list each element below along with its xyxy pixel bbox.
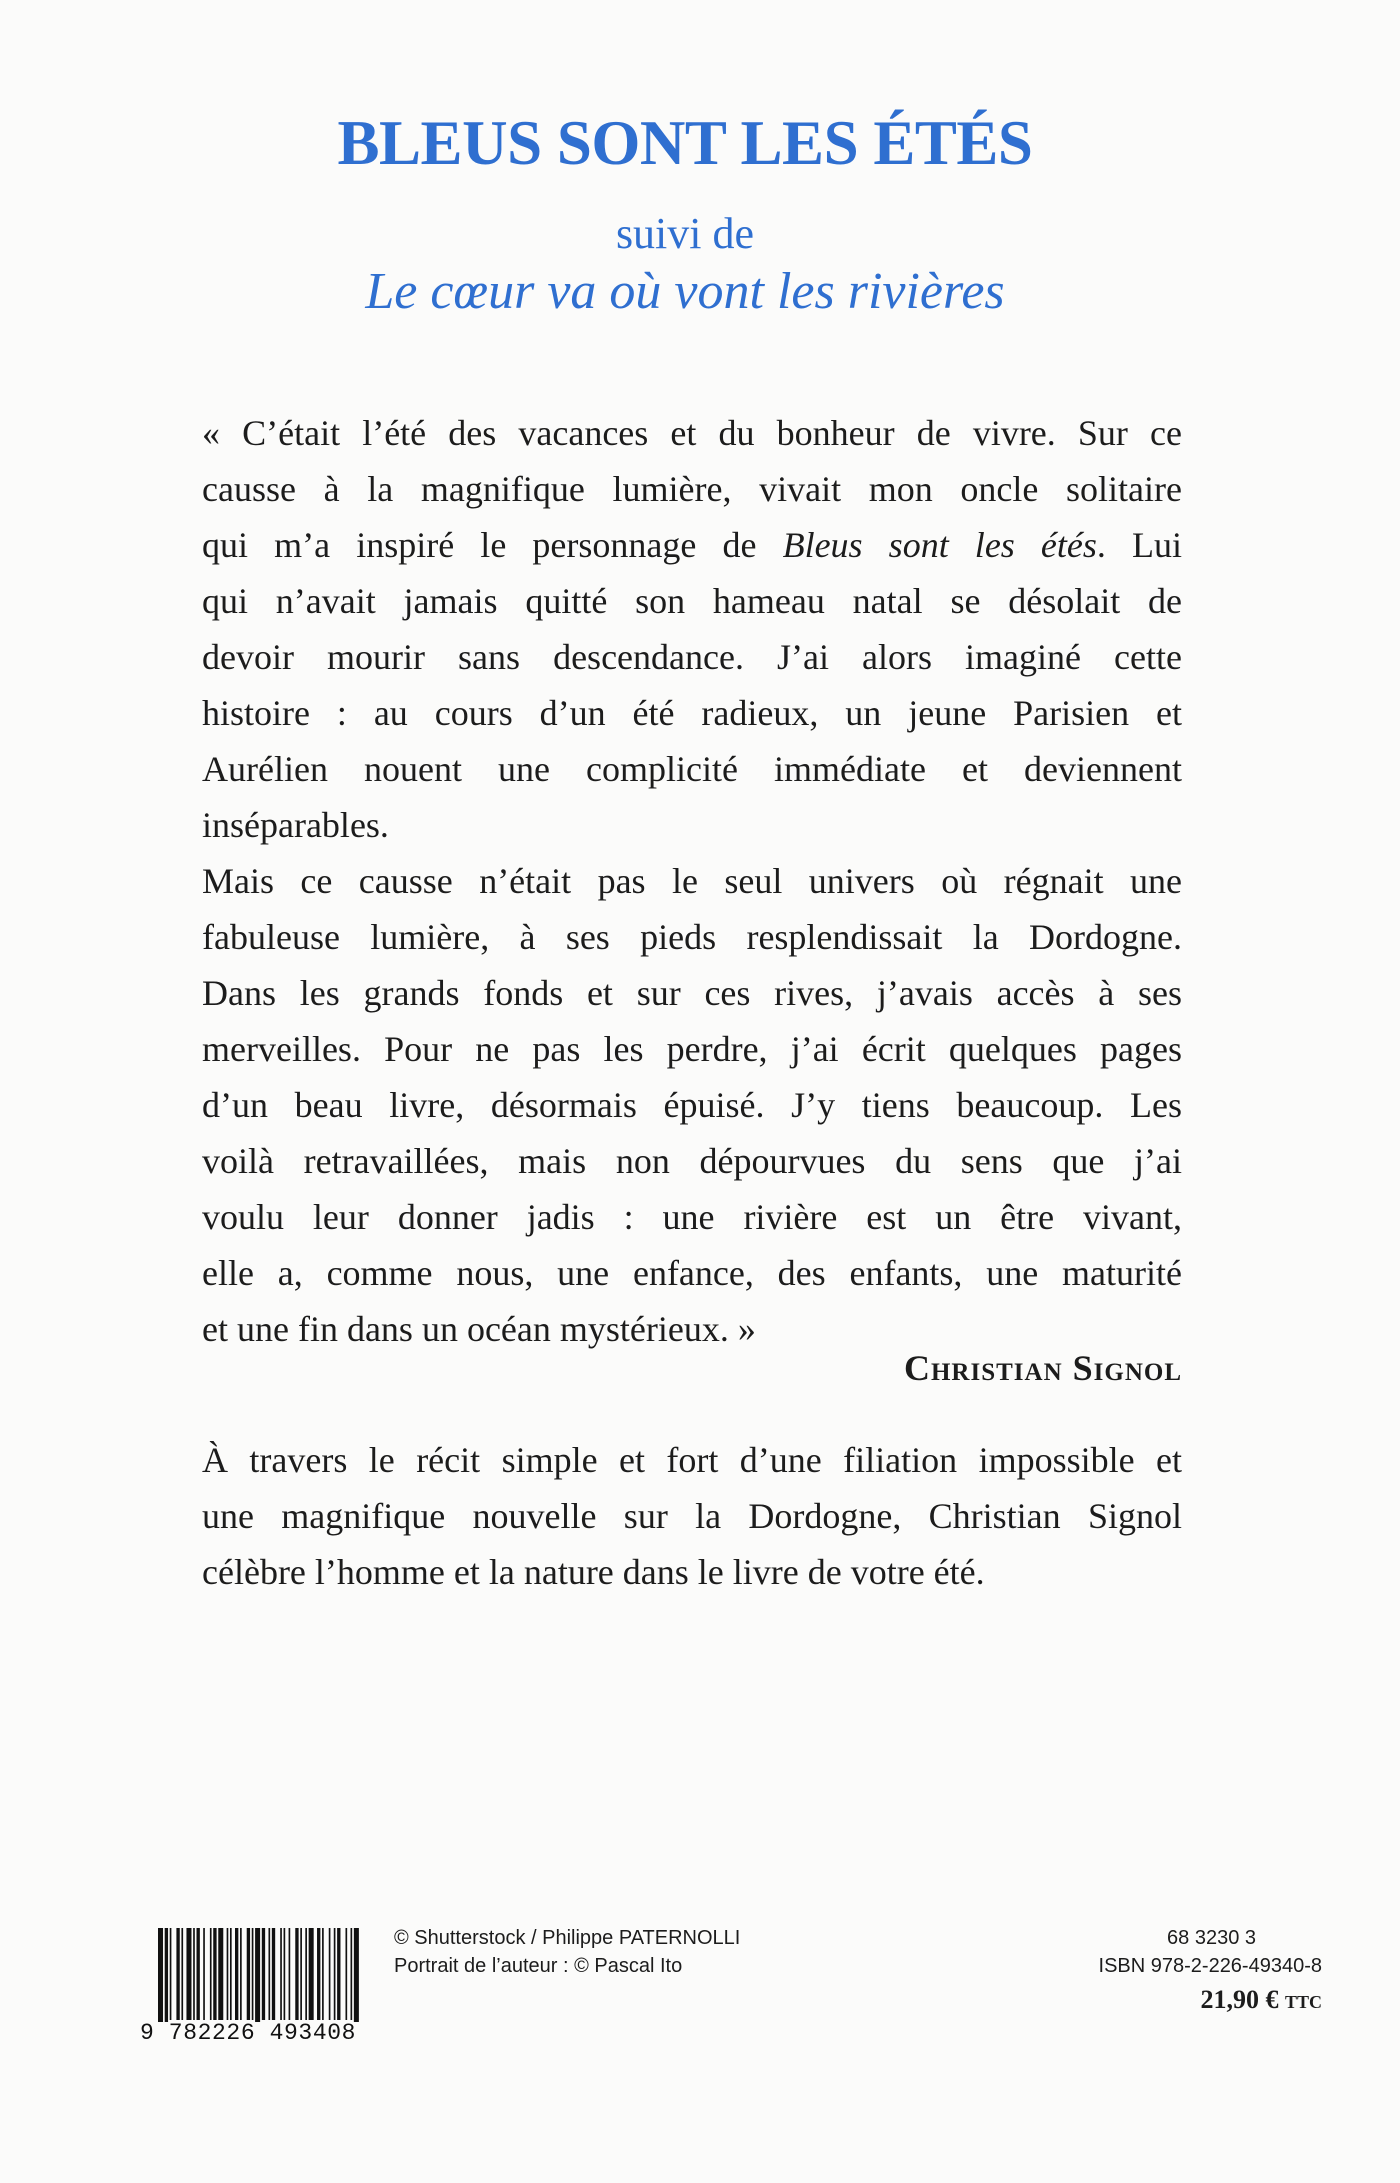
quote-line: histoire : au cours d’un été radieux, un jeune Parisien et bbox=[202, 693, 1182, 733]
barcode-bar bbox=[213, 1928, 216, 2020]
quote-line: elle a, comme nous, une enfance, des enfants, une maturité bbox=[202, 1253, 1182, 1293]
quote-line: Mais ce causse n’était pas le seul univers où régnait une bbox=[202, 861, 1182, 901]
price bbox=[1099, 1986, 1322, 2016]
barcode-bar bbox=[280, 1928, 282, 2020]
barcode-bar bbox=[218, 1928, 223, 2020]
product-code: 68 3230 3 bbox=[1167, 1927, 1256, 1949]
quote-line: devoir mourir sans descendance. J’ai alors imaginé cette bbox=[202, 637, 1182, 677]
quote-line: voilà retravaillées, mais non dépourvues du sens que j’ai bbox=[202, 1141, 1182, 1181]
barcode-bar bbox=[227, 1928, 229, 2020]
barcode-bar bbox=[165, 1928, 168, 2028]
barcode-bar bbox=[329, 1928, 331, 2020]
barcode-bar bbox=[176, 1928, 179, 2020]
barcode-bar bbox=[252, 1928, 254, 2020]
barcode-bar bbox=[295, 1928, 298, 2020]
barcode-bar bbox=[255, 1928, 260, 2028]
blurb-line: À travers le récit simple et fort d’une filiation impossible et bbox=[202, 1440, 1182, 1480]
quote-line: qui n’avait jamais quitté son hameau natal se désolait de bbox=[202, 581, 1182, 621]
barcode-bar bbox=[317, 1928, 320, 2020]
barcode-bar bbox=[268, 1928, 270, 2020]
isbn-number: ISBN 978-2-226-49340-8 bbox=[1098, 1955, 1322, 1977]
quote-inline-title: Bleus sont les étés bbox=[782, 525, 1097, 565]
portrait-credit: Portrait de l’auteur : © Pascal Ito bbox=[394, 1955, 683, 1977]
barcode-bar bbox=[322, 1928, 324, 2020]
isbn-barcode bbox=[140, 1928, 390, 2050]
pricing-block bbox=[1099, 1924, 1322, 2016]
barcode-bar bbox=[230, 1928, 232, 2020]
barcode-bar bbox=[181, 1928, 183, 2020]
suivi-de-label: suivi de bbox=[615, 209, 755, 258]
barcode-bar bbox=[247, 1928, 250, 2020]
barcode-bar bbox=[272, 1928, 275, 2020]
quote-line-start: qui m’a inspiré le personnage de bbox=[202, 525, 783, 565]
quote-line-with-title bbox=[202, 517, 1182, 573]
barcode-bars bbox=[140, 1928, 390, 2028]
quote-line: d’un beau livre, désormais épuisé. J’y tiens beaucoup. Les bbox=[202, 1085, 1182, 1125]
book-title: BLEUS SONT LES ÉTÉS bbox=[337, 108, 1033, 178]
quote-line: voulu leur donner jadis : une rivière est un être vivant, bbox=[202, 1197, 1182, 1237]
barcode-bar bbox=[203, 1928, 205, 2020]
barcode-bar bbox=[186, 1928, 191, 2020]
barcode-bar bbox=[158, 1928, 163, 2028]
barcode-bar bbox=[309, 1928, 314, 2020]
book-blurb bbox=[202, 1432, 1182, 1600]
blurb-line: célèbre l’homme et la nature dans le livre de votre été. bbox=[202, 1552, 985, 1592]
barcode-digits: 9 782226 493408 bbox=[140, 2022, 390, 2045]
author-quote bbox=[202, 405, 1182, 1357]
barcode-bar bbox=[170, 1928, 172, 2020]
barcode-bar bbox=[235, 1928, 238, 2020]
barcode-bar bbox=[354, 1928, 359, 2028]
quote-line: « C’était l’été des vacances et du bonheur de vivre. Sur ce bbox=[202, 413, 1182, 453]
book-subtitle: Le cœur va où vont les rivières bbox=[365, 263, 1005, 320]
quote-line-end: . Lui bbox=[1096, 525, 1183, 565]
quote-line: Dans les grands fonds et sur ces rives, j’avais accès à ses bbox=[202, 973, 1182, 1013]
barcode-bar bbox=[351, 1928, 353, 2020]
barcode-bar bbox=[262, 1928, 265, 2020]
quote-line: merveilles. Pour ne pas les perdre, j’ai écrit quelques pages bbox=[202, 1029, 1182, 1069]
barcode-bar bbox=[300, 1928, 302, 2020]
image-credits bbox=[394, 1924, 740, 1980]
barcode-bar bbox=[289, 1928, 291, 2020]
quote-line: causse à la magnifique lumière, vivait mon oncle solitaire bbox=[202, 469, 1182, 509]
barcode-bar bbox=[334, 1928, 336, 2020]
quote-author: Christian Signol bbox=[903, 1348, 1182, 1388]
quote-line: inséparables. bbox=[202, 805, 389, 845]
barcode-bar bbox=[345, 1928, 347, 2020]
blurb-line: une magnifique nouvelle sur la Dordogne, Christian Signol bbox=[202, 1496, 1182, 1536]
barcode-bar bbox=[337, 1928, 340, 2020]
price-ttc-label: TTC bbox=[1284, 1992, 1322, 2012]
barcode-bar bbox=[305, 1928, 307, 2020]
photo-credit: © Shutterstock / Philippe PATERNOLLI bbox=[394, 1927, 741, 1949]
barcode-bar bbox=[210, 1928, 212, 2020]
price-value: 21,90 € bbox=[1200, 1985, 1279, 2014]
barcode-bar bbox=[240, 1928, 242, 2020]
quote-line: Aurélien nouent une complicité immédiate et deviennent bbox=[202, 749, 1182, 789]
barcode-bar bbox=[284, 1928, 286, 2020]
barcode-bar bbox=[193, 1928, 195, 2020]
barcode-bar bbox=[197, 1928, 200, 2020]
quote-line: et une fin dans un océan mystérieux. » bbox=[202, 1309, 756, 1349]
quote-line: fabuleuse lumière, à ses pieds resplendissait la Dordogne. bbox=[202, 917, 1182, 957]
